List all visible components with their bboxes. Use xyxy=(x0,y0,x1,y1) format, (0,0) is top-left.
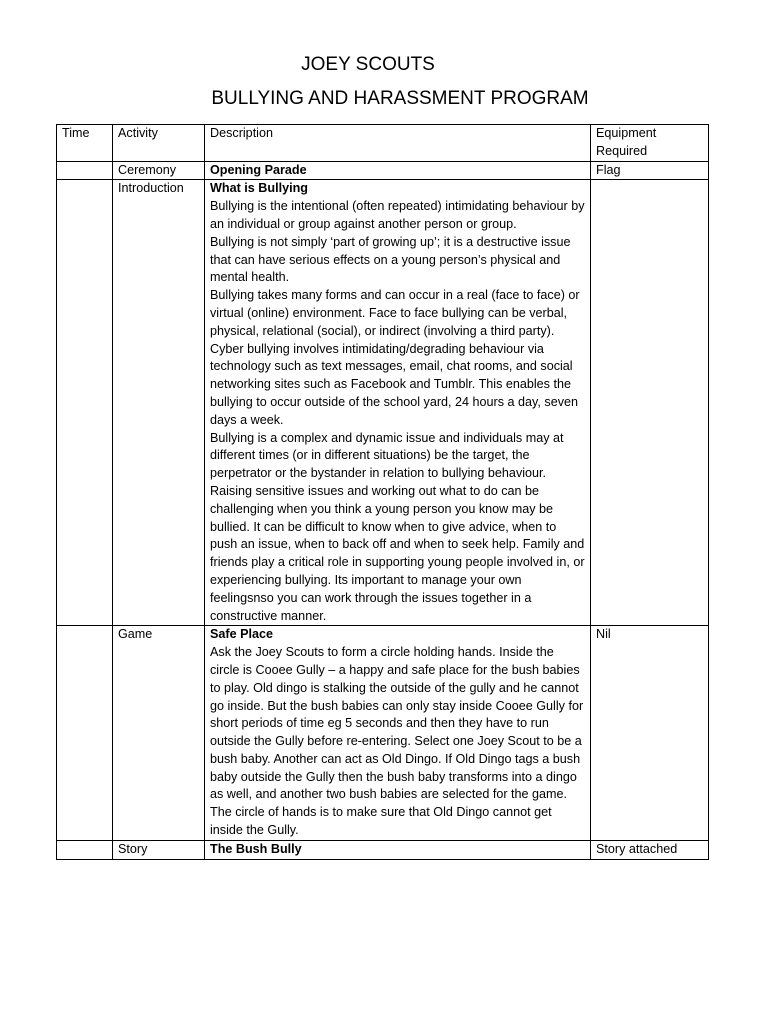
row-description xyxy=(205,840,591,859)
row-time xyxy=(57,840,113,859)
row-activity: Game xyxy=(113,626,205,841)
activity-heading: Opening Parade xyxy=(210,162,307,177)
row-time xyxy=(57,626,113,841)
row-description xyxy=(205,626,591,841)
table-row xyxy=(57,840,709,859)
table-header-row xyxy=(57,125,709,162)
row-time xyxy=(57,161,113,180)
activity-heading: What is Bullying xyxy=(210,181,308,196)
table-row xyxy=(57,161,709,180)
table-row xyxy=(57,626,709,841)
row-time xyxy=(57,180,113,626)
description-paragraph: Bullying takes many forms and can occur in a real (face to face) or virtual (online) environment. Face to face bullying can be verbal, physical, relational (social), or indirect (involving a third party). Cyber bullying involves intimidating/degrading behaviour via technology such as text messages, email, chat rooms, and social networking sites such as Facebook and Tumblr. This enables the bullying to occur outside of the school yard, 24 hours a day, seven days a week. xyxy=(210,288,580,427)
program-table xyxy=(56,124,709,860)
row-activity: Introduction xyxy=(113,180,205,626)
description-paragraph: Bullying is not simply ‘part of growing up’; it is a destructive issue that can have serious effects on a young person’s physical and mental health. xyxy=(210,234,571,285)
row-description xyxy=(205,180,591,626)
row-activity: Story xyxy=(113,840,205,859)
row-description xyxy=(205,161,591,180)
activity-heading: Safe Place xyxy=(210,627,274,642)
table-row xyxy=(57,180,709,626)
document-title xyxy=(0,48,770,116)
description-paragraph: Raising sensitive issues and working out what to do can be challenging when you think a young person you know may be bullied. It can be difficult to know when to give advice, when to push an issue, when to back off and when to seek help. Family and friends play a critical role in supporting young people involved in, or experiencing bullying. Its important to manage your own feelingsnso you can work through the issues together in a constructive manner. xyxy=(210,483,585,623)
title-line-1: JOEY SCOUTS xyxy=(301,54,435,75)
activity-heading: The Bush Bully xyxy=(210,841,302,856)
header-time: Time xyxy=(57,125,113,162)
header-description: Description xyxy=(205,125,591,162)
row-equipment: Flag xyxy=(591,161,709,180)
header-activity: Activity xyxy=(113,125,205,162)
header-equipment: Equipment Required xyxy=(591,125,709,162)
description-paragraph: Bullying is the intentional (often repeated) intimidating behaviour by an individual or group against another person or group. xyxy=(210,199,585,231)
row-equipment: Story attached xyxy=(591,840,709,859)
row-activity: Ceremony xyxy=(113,161,205,180)
description-paragraph: Ask the Joey Scouts to form a circle holding hands. Inside the circle is Cooee Gully – a happy and safe place for the bush babies to play. Old dingo is stalking the outside of the gully and he cannot go inside. But the bush babies can only stay inside Cooee Gully for short periods of time eg 5 seconds and then they have to run outside the Gully before re-entering. Select one Joey Scout to be a bush baby. Another can act as Old Dingo. If Old Dingo tags a bush baby outside the Gully then the bush baby transforms into a dingo as well, and another two bush babies are selected for the game. The circle of hands is to make sure that Old Dingo cannot get inside the Gully. xyxy=(210,645,584,838)
row-equipment: Nil xyxy=(591,626,709,841)
description-paragraph: Bullying is a complex and dynamic issue and individuals may at different times (or in different situations) be the target, the perpetrator or the bystander in relation to bullying behaviour. xyxy=(210,430,564,481)
row-equipment xyxy=(591,180,709,626)
title-line-2: BULLYING AND HARASSMENT PROGRAM xyxy=(211,88,589,109)
